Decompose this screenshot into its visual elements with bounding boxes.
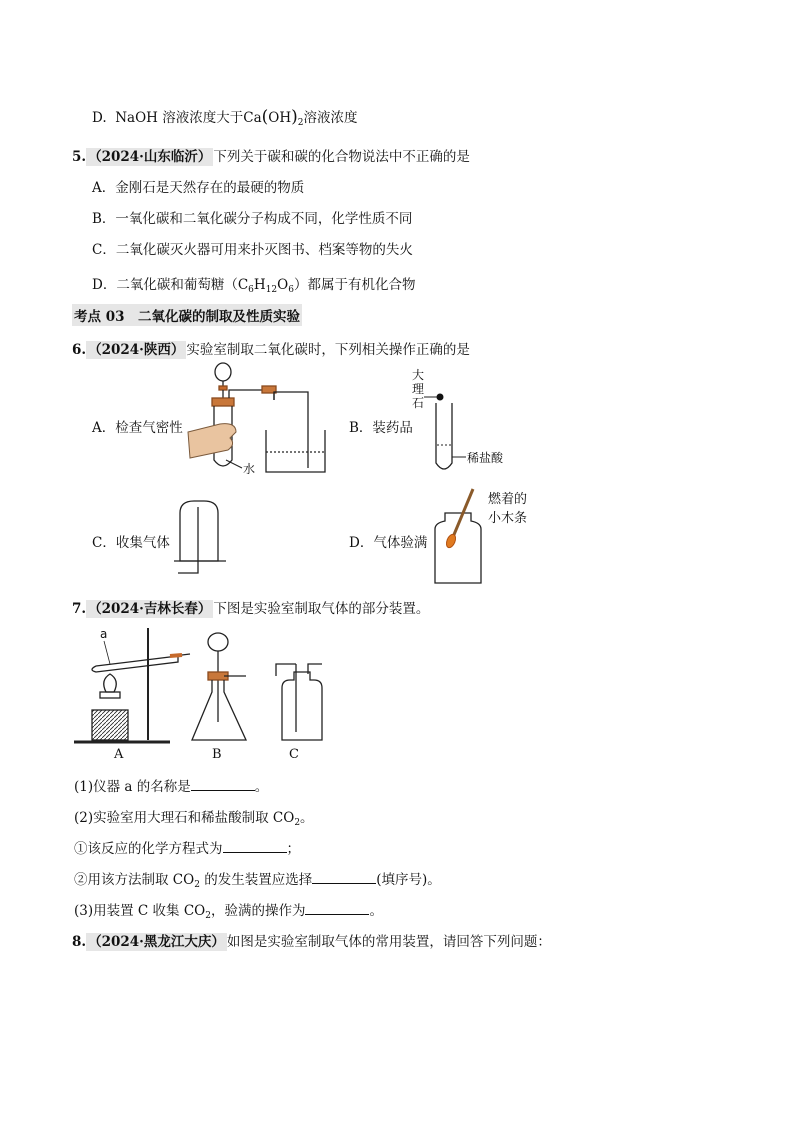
question-stem: 如图是实验室制取气体的常用装置，请回答下列问题： (226, 934, 551, 950)
answer-blank[interactable] (312, 869, 376, 884)
q6-option-c: C．收集气体 (92, 535, 170, 551)
label-apparatus-c: C (289, 747, 299, 762)
label-burning-stick: 燃着的 小木条 (488, 492, 528, 526)
q7-sub-2-1: ①该反应的化学方程式为 ； (74, 837, 300, 857)
label-apparatus-a: A (114, 747, 124, 762)
answer-blank[interactable] (223, 838, 287, 853)
svg-text:石: 石 (412, 396, 425, 410)
apparatus-c (276, 664, 322, 740)
q7-sub-3: (3)用装置 C 收集 $CO_2$，验满的操作为 。 (74, 899, 383, 921)
question-6: 6. （2024·陕西） 实验室制取二氧化碳时，下列相关操作正确的是 (72, 342, 470, 358)
label-instrument-a: a (100, 627, 108, 641)
question-stem: 下列关于碳和碳的化合物说法中不正确的是 (213, 149, 470, 165)
answer-blank[interactable] (305, 900, 369, 915)
q7-sub-1: (1)仪器 a 的名称是 。 (74, 775, 268, 795)
q5-option-a: A．金刚石是天然存在的最硬的物质 (92, 180, 305, 196)
q6-option-a: A．检查气密性 (92, 420, 183, 436)
figure-add-reagents (410, 365, 520, 480)
q5-option-d: D．二氧化碳和葡萄糖$(C_6H_{12}O_6)$都属于有机化合物 (92, 277, 416, 295)
figure-gas-collection (170, 495, 230, 585)
figure-airtightness-check (180, 360, 330, 480)
question-8: 8. （2024·黑龙江大庆） 如图是实验室制取气体的常用装置，请回答下列问题： (72, 934, 551, 950)
section-heading: 考点 03 二氧化碳的制取及性质实验 (72, 304, 302, 326)
q5-option-b: B．一氧化碳和二氧化碳分子构成不同，化学性质不同 (92, 211, 413, 227)
svg-text:大: 大 (412, 368, 425, 382)
question-7: 7. （2024·吉林长春） 下图是实验室制取气体的部分装置。 (72, 601, 430, 617)
question-stem: 实验室制取二氧化碳时，下列相关操作正确的是 (186, 342, 470, 358)
q7-sub-2: (2)实验室用大理石和稀盐酸制取 $CO_2$。 (74, 810, 314, 828)
q6-option-b: B．装药品 (349, 420, 413, 436)
figure-gas-check-full (425, 485, 495, 587)
answer-blank[interactable] (191, 776, 255, 791)
question-5: 5. （2024·山东临沂） 下列关于碳和碳的化合物说法中不正确的是 (72, 149, 470, 165)
label-marble (412, 367, 424, 410)
q5-option-c: C．二氧化碳灭火器可用来扑灭图书、档案等物的失火 (92, 242, 413, 258)
label-apparatus-b: B (212, 747, 222, 762)
source-tag: （2024·吉林长春） (88, 601, 212, 617)
source-tag: （2024·黑龙江大庆） (88, 934, 225, 950)
svg-text:理: 理 (412, 382, 425, 396)
q7-sub-2-2: ②用该方法制取 $CO_2$ 的发生装置应选择 (填序号)。 (74, 868, 441, 890)
source-tag: （2024·陕西） (88, 342, 185, 358)
apparatus-a (74, 628, 190, 742)
question-stem: 下图是实验室制取气体的部分装置。 (213, 601, 430, 617)
q6-option-d: D．气体验满 (349, 535, 428, 551)
q4-option-d: D. NaOH 溶液浓度大于$Ca(OH)_2$溶液浓度 (92, 107, 358, 128)
apparatus-b (192, 633, 246, 740)
source-tag: （2024·山东临沂） (88, 149, 212, 165)
label-water: 水 (243, 462, 256, 476)
label-acid: 稀盐酸 (467, 451, 504, 465)
